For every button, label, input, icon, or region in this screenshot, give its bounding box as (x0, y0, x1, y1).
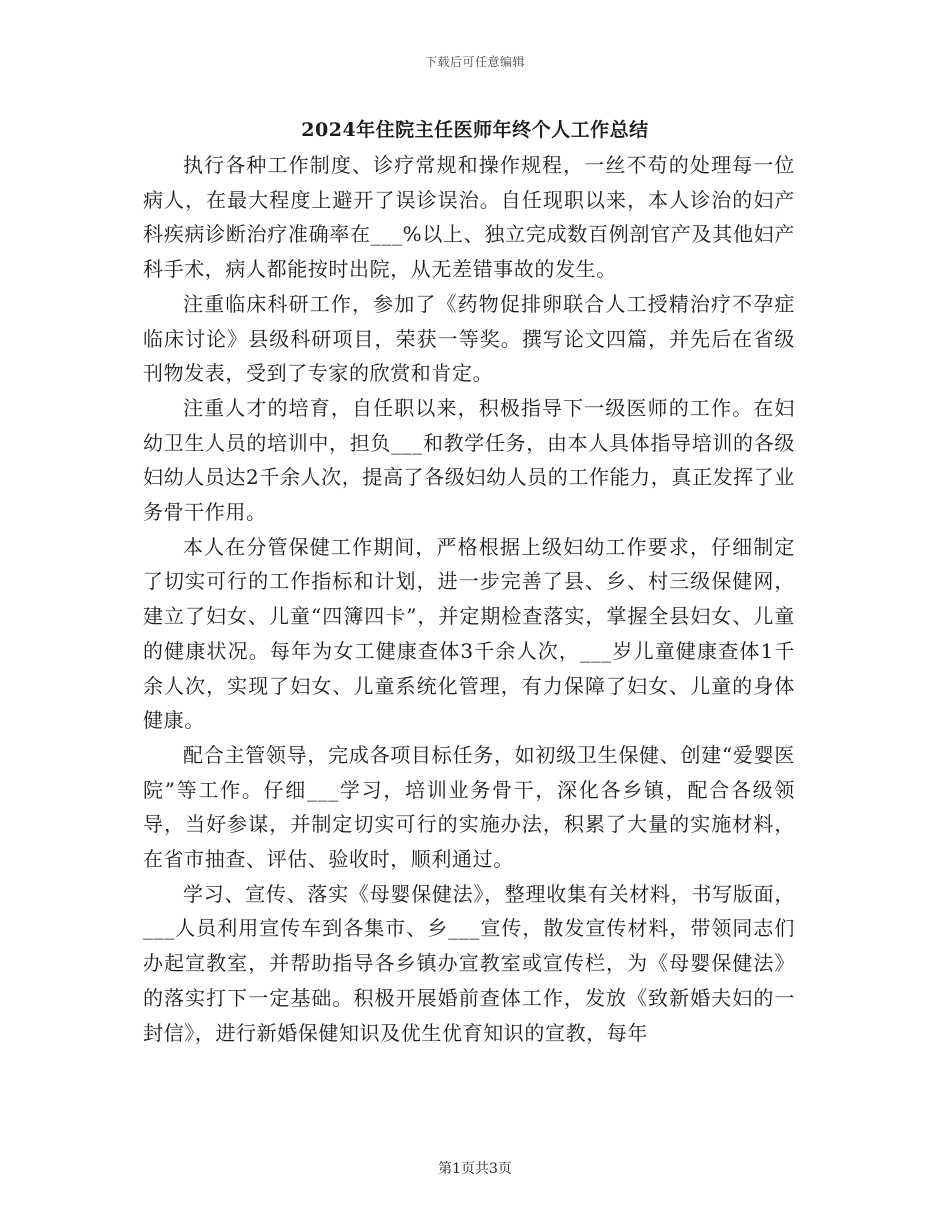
paragraph: 本人在分管保健工作期间，严格根据上级妇幼工作要求，仔细制定了切实可行的工作指标和计划，进一步完善了县、乡、村三级保健网，建立了妇女、儿童“四簿四卡”，并定期检查落实，掌握全县妇女、儿童的健康状况。每年为女工健康查体3千余人次，___岁儿童健康查体1千余人次，实现了妇女、儿童系统化管理，有力保障了妇女、儿童的身体健康。 (143, 534, 795, 733)
paragraph: 注重人才的培育，自任职以来，积极指导下一级医师的工作。在妇幼卫生人员的培训中，担负___和教学任务，由本人具体指导培训的各级妇幼人员达2千余人次，提高了各级妇幼人员的工作能力，真正发挥了业务骨干作用。 (143, 395, 795, 525)
paragraph: 注重临床科研工作，参加了《药物促排卵联合人工授精治疗不孕症临床讨论》县级科研项目，荣获一等奖。撰写论文四篇，并先后在省级刊物发表，受到了专家的欣赏和肯定。 (143, 291, 795, 386)
paragraph: 配合主管领导，完成各项目标任务，如初级卫生保健、创建“爱婴医院”等工作。仔细___学习，培训业务骨干，深化各乡镇，配合各级领导，当好参谋，并制定切实可行的实施办法，积累了大量的实施材料，在省市抽查、评估、验收时，顺利通过。 (143, 742, 795, 872)
page-header-note: 下载后可任意编辑 (424, 55, 525, 69)
paragraph: 执行各种工作制度、诊疗常规和操作规程，一丝不苟的处理每一位病人，在最大程度上避开了误诊误治。自任现职以来，本人诊治的妇产科疾病诊断治疗准确率在___%以上、独立完成数百例剖官产及其他妇产科手术，病人都能按时出院，从无差错事故的发生。 (143, 153, 795, 282)
document-body (143, 148, 795, 1050)
page-number: 第1页共3页 (438, 1161, 512, 1177)
document-title: 2024年住院主任医师年终个人工作总结 (301, 119, 649, 141)
paragraph: 学习、宣传、落实《母婴保健法》，整理收集有关材料，书写版面，___人员利用宣传车到各集市、乡___宣传，散发宣传材料，带领同志们办起宣教室，并帮助指导各乡镇办宣教室或宣传栏，为《母婴保健法》的落实打下一定基础。积极开展婚前查体工作，发放《致新婚夫妇的一封信》，进行新婚保健知识及优生优育知识的宣教，每年 (143, 881, 795, 1045)
